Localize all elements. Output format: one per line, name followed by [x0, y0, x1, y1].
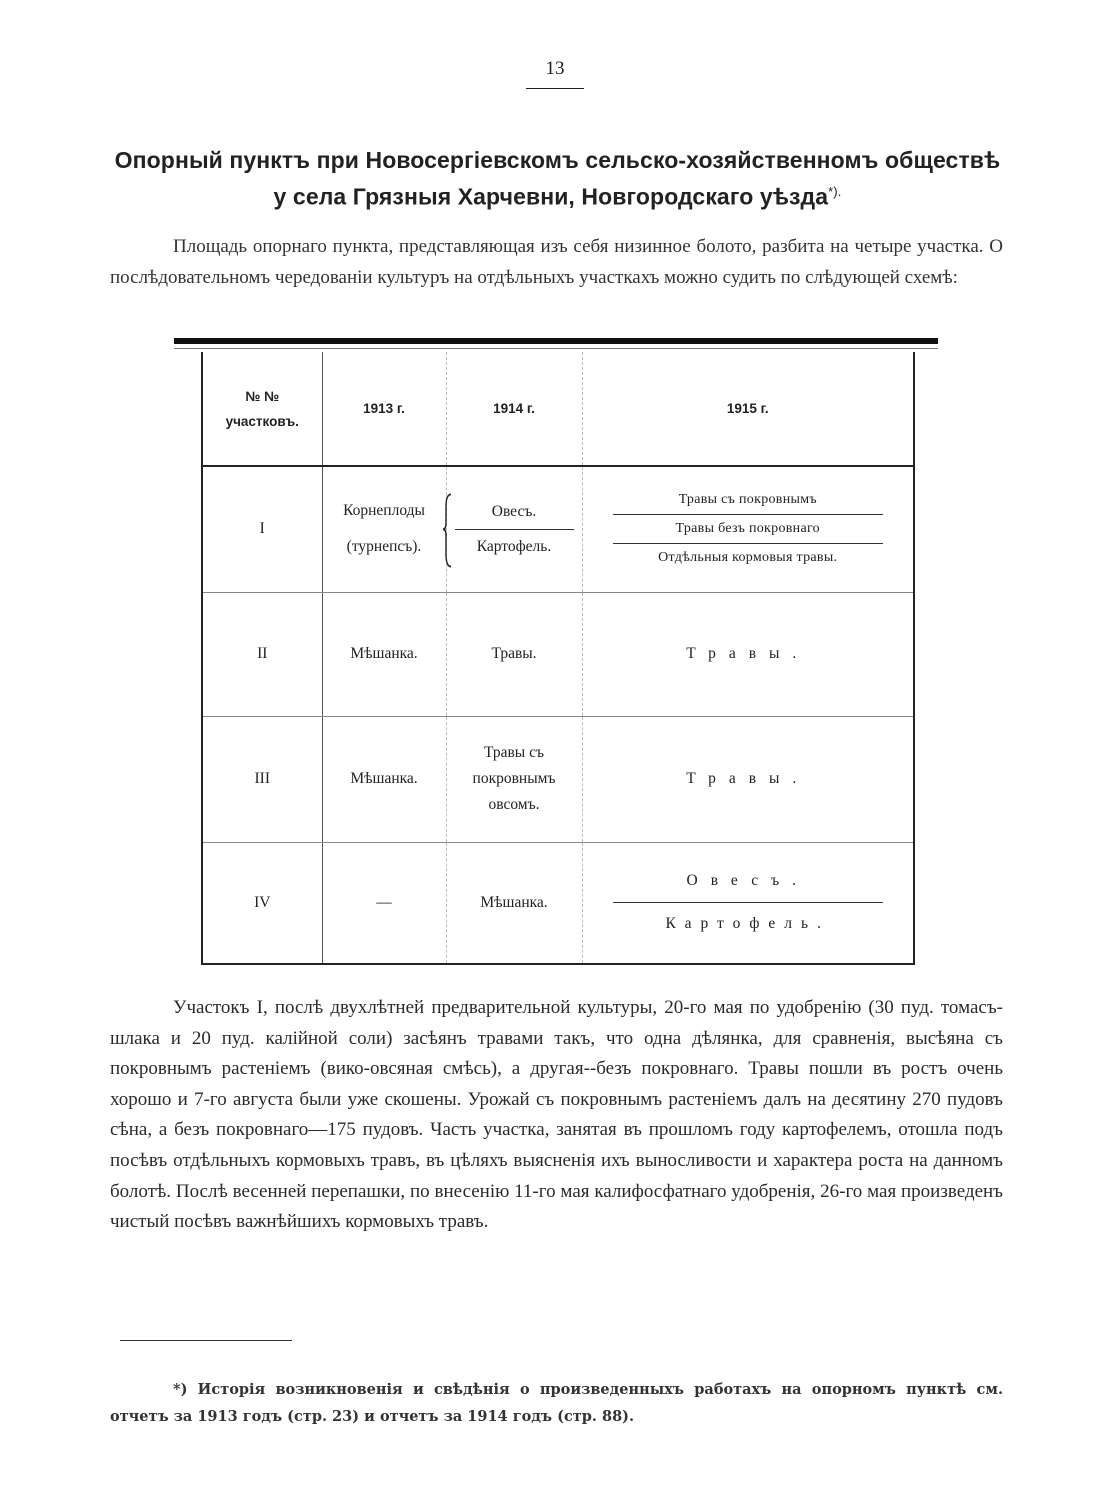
row-4-plot: IV [202, 842, 322, 964]
intro-paragraph: Площадь опорнаго пункта, представляющая изъ себя низинное болото, разбита на четыре участка. О послѣдовательномъ чередованіи культуръ на отдѣльныхъ участкахъ можно судить по слѣдующей схемѣ: [110, 236, 1003, 288]
page-number-rule [526, 88, 584, 89]
row-1-1913-line1: Корнеплоды [343, 502, 425, 520]
table-thin-rule [174, 348, 938, 349]
row-1-1915-a: Травы съ покровнымъ [678, 492, 817, 508]
footnote: *) Исторія возникновенія и свѣдѣнія о произведенныхъ работахъ на опорномъ пунктѣ см. отчетъ за 1913 годъ (стр. 23) и отчетъ за 1914 годъ (стр. 88). [110, 1381, 1003, 1425]
table-row [202, 716, 914, 842]
header-plots [202, 352, 322, 466]
table-row [202, 466, 914, 592]
row-3-1914-line2: покровнымъ [472, 770, 556, 787]
row-1-plot: I [202, 466, 322, 592]
table-top-rule [174, 338, 938, 344]
header-1915: 1915 г. [582, 352, 914, 466]
row-2-plot: II [202, 592, 322, 716]
row-4-1915-b: Картофель. [665, 915, 830, 933]
row-3-1913: Мѣшанка. [322, 716, 446, 842]
header-plots-line1: № № [245, 388, 280, 404]
row-3-1914-line1: Травы съ [483, 744, 544, 761]
row-4-1913: — [322, 842, 446, 964]
table-header-row [202, 352, 914, 466]
row-1-1914-b: Картофель. [476, 537, 552, 555]
row-1-1915 [582, 466, 914, 592]
row-4-1915-a: Овесъ. [686, 872, 809, 890]
row-1-1915-b: Травы безъ покровнаго [675, 521, 820, 537]
row-3-1915: Травы. [582, 716, 914, 842]
crop-rotation-table [201, 352, 915, 965]
row-2-1914: Травы. [446, 592, 582, 716]
row-3-1914 [446, 716, 582, 842]
row-2-1913: Мѣшанка. [322, 592, 446, 716]
page-number: 13 [545, 58, 565, 79]
footnote-rule [120, 1340, 292, 1341]
header-1913: 1913 г. [322, 352, 446, 466]
row-4-1915 [582, 842, 914, 964]
row-2-1915: Травы. [582, 592, 914, 716]
title-line-1: Опорный пунктъ при Новосергіевскомъ сельско-хозяйственномъ обществѣ [114, 147, 1001, 173]
row-4-1914: Мѣшанка. [446, 842, 582, 964]
row-3-1914-line3: овсомъ. [488, 796, 540, 813]
page-title [100, 145, 1015, 213]
body-paragraph: Участокъ I, послѣ двухлѣтней предварительной культуры, 20-го мая по удобренію (30 пуд. томасъ-шлака и 20 пуд. калійной соли) засѣянъ травами такъ, что одна дѣлянка, для сравненія, высѣяна съ покровнымъ растеніемъ (вико-овсяная смѣсь), а другая--безъ покровнаго. Травы пошли въ ростъ очень хорошо и 7-го августа были уже скошены. Урожай съ покровнымъ растеніемъ далъ на десятину 270 пудовъ сѣна, а безъ покровнаго—175 пудовъ. Часть участка, занятая въ прошломъ году картофелемъ, отошла подъ посѣвъ отдѣльныхъ кормовыхъ травъ, въ цѣляхъ выясненія ихъ выносливости и характера роста на данномъ болотѣ. Послѣ весенней перепашки, по внесенію 11-го мая калифосфатнаго удобренія, 26-го мая произведенъ чистый посѣвъ важнѣйшихъ кормовыхъ травъ. [110, 997, 1003, 1233]
header-1914: 1914 г. [446, 352, 582, 466]
row-3-plot: III [202, 716, 322, 842]
title-line-2-text: у села Грязныя Харчевни, Новгородскаго уѣзда [273, 183, 829, 210]
table-row [202, 592, 914, 716]
row-1-1914-a: Овесъ. [491, 502, 537, 520]
row-1-1915-c: Отдѣльныя кормовыя травы. [658, 550, 838, 566]
row-1-1913 [322, 466, 446, 592]
brace-icon [442, 467, 452, 592]
table-row [202, 842, 914, 964]
row-1-1914 [446, 466, 582, 592]
header-plots-line2: участковъ. [225, 413, 299, 429]
row-1-1913-line2: (турнепсъ). [346, 538, 422, 556]
title-footnote-mark: *). [828, 184, 842, 199]
title-line-2 [100, 176, 1015, 213]
